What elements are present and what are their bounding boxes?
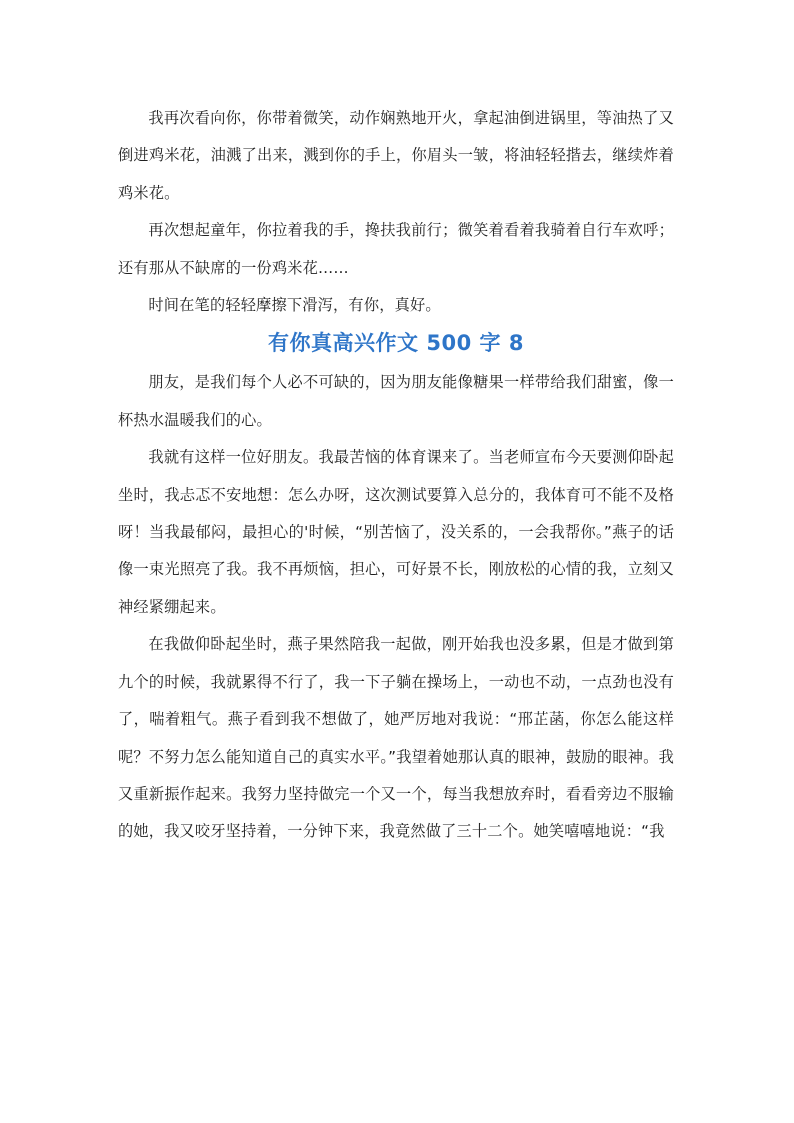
paragraph-6: 在我做仰卧起坐时，燕子果然陪我一起做，刚开始我也没多累，但是才做到第九个的时候，我就累得不行了，我一下子躺在操场上，一动也不动，一点劲也没有了，喘着粗气。燕子看到我不想做了，她严厉地对我说：“邢芷菡，你怎么能这样呢？不努力怎么能知道自己的真实水平。”我望着她那认真的眼神，鼓励的眼神。我又重新振作起来。我努力坚持做完一个又一个，每当我想放弃时，看看旁边不服输的她，我又咬牙坚持着，一分钟下来，我竟然做了三十二个。她笑嘻嘻地说：“我 (118, 635, 674, 841)
paragraph-5: 我就有这样一位好朋友。我最苦恼的体育课来了。当老师宣布今天要测仰卧起坐时，我忐忑不安地想：怎么办呀，这次测试要算入总分的，我体育可不能不及格呀！当我最郁闷，最担心的'时候，“别苦恼了，没关系的，一会我帮你。”燕子的话像一束光照亮了我。我不再烦恼，担心，可好景不长，刚放松的心情的我，立刻又神经紧绷起来。 (118, 448, 674, 616)
paragraph-2: 再次想起童年，你拉着我的手，搀扶我前行；微笑着看着我骑着自行车欢呼；还有那从不缺席的一份鸡米花…… (118, 221, 674, 277)
document-page (118, 100, 674, 851)
section-heading: 有你真高兴作文 500 字 8 (268, 331, 524, 356)
paragraph-3: 时间在笔的轻轻摩擦下滑泻，有你，真好。 (148, 296, 441, 315)
paragraph-4: 朋友，是我们每个人必不可缺的，因为朋友能像糖果一样带给我们甜蜜，像一杯热水温暖我们的心。 (118, 373, 674, 429)
paragraph-1: 我再次看向你，你带着微笑，动作娴熟地开火，拿起油倒进锅里，等油热了又倒进鸡米花，油溅了出来，溅到你的手上，你眉头一皱，将油轻轻揩去，继续炸着鸡米花。 (118, 109, 674, 202)
